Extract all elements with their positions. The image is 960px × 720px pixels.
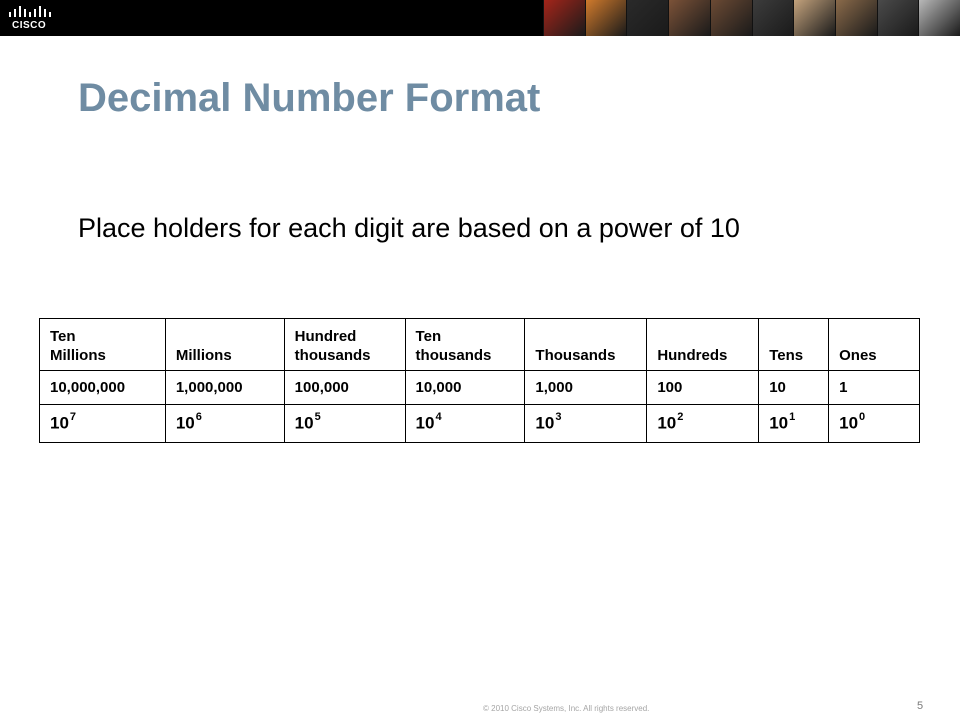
power-exponent: 1 [789, 411, 796, 424]
cell-line-2: Millions [175, 347, 232, 364]
table-cell [759, 405, 829, 443]
table-cell [405, 405, 525, 443]
table-cell: 10,000 [405, 371, 525, 405]
power-exponent: 4 [435, 411, 442, 424]
cell-line-1: Ten [50, 328, 76, 345]
power-exponent: 2 [677, 411, 684, 424]
power-exponent: 3 [555, 411, 562, 424]
table-cell [40, 319, 166, 371]
photo-3 [626, 0, 668, 36]
table-row-values [40, 371, 920, 405]
place-value-table [39, 318, 920, 443]
slide-subtitle: Place holders for each digit are based on a power of 10 [78, 213, 740, 243]
page-number: 5 [917, 700, 924, 712]
table-cell [284, 319, 405, 371]
power-exponent: 0 [859, 411, 866, 424]
power-exponent: 5 [314, 411, 321, 424]
cell-line-1: Hundred [294, 328, 357, 345]
photo-10 [918, 0, 960, 36]
photo-8 [835, 0, 877, 36]
table-cell: 1,000 [525, 371, 647, 405]
table-cell: 100 [647, 371, 759, 405]
cell-line-2: Tens [769, 347, 804, 364]
cell-line-2: thousands [415, 347, 492, 364]
cisco-logo [6, 3, 66, 33]
power-base: 10 [769, 413, 789, 433]
power-exponent: 7 [69, 411, 77, 424]
table-cell [647, 319, 759, 371]
cell-line-2: thousands [294, 347, 371, 364]
table-cell [284, 405, 405, 443]
cell-line-1: Ten [415, 328, 442, 345]
power-base: 10 [415, 413, 435, 433]
photo-5 [710, 0, 752, 36]
power-base: 10 [175, 413, 195, 433]
table-cell [647, 405, 759, 443]
cell-line-2: Hundreds [657, 347, 728, 364]
table-cell [525, 405, 647, 443]
photo-strip [543, 0, 960, 36]
photo-9 [877, 0, 919, 36]
power-exponent: 6 [195, 411, 202, 424]
photo-1 [543, 0, 585, 36]
table-cell: 10,000,000 [40, 371, 166, 405]
cell-line-2: Thousands [535, 347, 616, 364]
power-base: 10 [657, 413, 677, 433]
table-cell: 10 [759, 371, 829, 405]
table-cell [829, 319, 920, 371]
cisco-bars-icon [8, 5, 60, 19]
table-cell [165, 319, 284, 371]
table-cell [829, 405, 920, 443]
table-cell [40, 405, 166, 443]
table-cell [165, 405, 284, 443]
table-row-place-names [40, 319, 920, 371]
power-base: 10 [535, 413, 555, 433]
copyright-text: © 2010 Cisco Systems, Inc. All rights reserved. [483, 704, 650, 713]
photo-6 [752, 0, 794, 36]
power-base: 10 [50, 413, 69, 433]
power-base: 10 [839, 413, 859, 433]
power-base: 10 [294, 413, 314, 433]
photo-7 [793, 0, 835, 36]
photo-4 [668, 0, 710, 36]
table-cell [525, 319, 647, 371]
logo-text: CISCO [12, 20, 47, 31]
table-cell [759, 319, 829, 371]
table-row-powers [40, 405, 920, 443]
cell-line-2: Millions [50, 347, 106, 364]
table-cell: 1 [829, 371, 920, 405]
header-banner [0, 0, 960, 36]
table-cell: 1,000,000 [165, 371, 284, 405]
table-cell [405, 319, 525, 371]
slide-title: Decimal Number Format [78, 76, 541, 120]
table-cell: 100,000 [284, 371, 405, 405]
cell-line-2: Ones [839, 347, 877, 364]
photo-2 [585, 0, 627, 36]
